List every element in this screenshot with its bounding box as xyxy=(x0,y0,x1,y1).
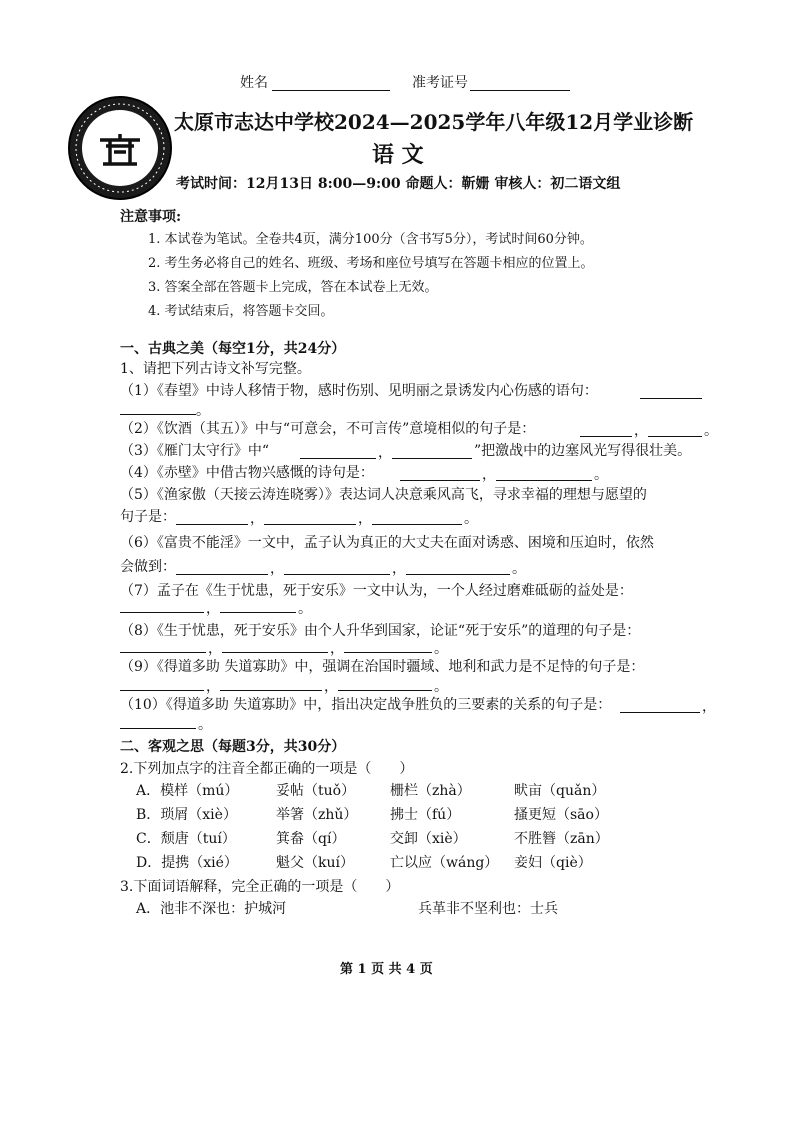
page-number: 第 1 页 共 4 页 xyxy=(340,962,433,977)
q3-option-a-right: 兵革非不坚利也：士兵 xyxy=(418,901,558,917)
answer-blank[interactable] xyxy=(648,420,702,437)
answer-blank[interactable] xyxy=(406,558,510,575)
note-item: 3. 答案全部在答题卡上完成，答在本试卷上无效。 xyxy=(148,280,438,295)
q1-stem: 1、请把下列古诗文补写完整。 xyxy=(120,361,311,377)
school-logo xyxy=(68,96,172,200)
subject-title: 语 文 xyxy=(372,142,424,168)
answer-blank[interactable] xyxy=(338,674,432,691)
q1-9: （9）《得道多助 失道寡助》中，强调在治国时疆域、地利和武力是不足恃的句子是： xyxy=(120,659,645,675)
exam-info: 考试时间：12月13日 8:00—9:00 命题人：靳姗 审核人：初二语文组 xyxy=(176,176,621,192)
section2-heading: 二、客观之思（每题3分，共30分） xyxy=(120,739,346,755)
answer-blank[interactable] xyxy=(176,558,268,575)
q2-option: 妥帖（tuǒ） xyxy=(276,783,356,799)
q2-option: 搔更短（sāo） xyxy=(514,807,608,823)
q1-6: （6）《富贵不能淫》一文中，孟子认为真正的大丈夫在面对诱惑、困境和压迫时，依然 xyxy=(120,535,654,551)
q1-1: （1）《春望》中诗人移情于物，感时伤别、见明丽之景诱发内心伤感的语句： xyxy=(120,383,598,399)
section1-heading: 一、古典之美（每空1分，共24分） xyxy=(120,341,346,357)
answer-blank[interactable] xyxy=(580,420,632,437)
q1-3b: ”把激战中的边塞风光写得很壮美。 xyxy=(474,443,692,459)
q1-7: （7）孟子在《生于忧患，死于安乐》一文中认为，一个人经过磨难砥砺的益处是： xyxy=(120,583,633,599)
q1-8: （8）《生于忧患，死于安乐》由个人升华到国家，论证“死于安乐”的道理的句子是： xyxy=(120,623,641,639)
q3-option-a-left[interactable]: A．池非不深也：护城河 xyxy=(136,901,287,917)
answer-blank[interactable] xyxy=(344,636,432,653)
q1-3a: （3）《雁门太守行》中“ xyxy=(120,443,270,459)
exam-id-label: 准考证号 xyxy=(412,75,468,91)
answer-blank[interactable] xyxy=(496,464,592,481)
q2-option: 箕畚（qí） xyxy=(276,831,346,847)
answer-blank[interactable] xyxy=(120,712,196,729)
q2-option: 栅栏（zhà） xyxy=(390,783,471,799)
q2-option[interactable]: A．模样（mú） xyxy=(136,783,239,799)
answer-blank[interactable] xyxy=(264,508,356,525)
q1-4: （4）《赤壁》中借古物兴感慨的诗句是： xyxy=(120,465,374,481)
exam-title: 太原市志达中学校2024—2025学年八年级12月学业诊断 xyxy=(174,110,694,134)
q2-option: 交卸（xiè） xyxy=(390,831,467,847)
q1-6b: 会做到： xyxy=(120,559,176,575)
q2-option[interactable]: C．颓唐（tuí） xyxy=(136,831,236,847)
notes-heading: 注意事项: xyxy=(120,209,182,225)
q2-option[interactable]: D．提携（xié） xyxy=(136,855,238,871)
answer-blank[interactable] xyxy=(220,596,296,613)
name-label: 姓名 xyxy=(240,75,268,91)
answer-blank[interactable] xyxy=(120,596,204,613)
q1-10: （10）《得道多助 失道寡助》中，指出决定战争胜负的三要素的关系的句子是： xyxy=(120,697,612,713)
answer-blank[interactable] xyxy=(120,398,196,415)
q1-5: （5）《渔家傲（天接云涛连晓雾）》表达词人决意乘风高飞，寻求幸福的理想与愿望的 xyxy=(120,487,647,503)
answer-blank[interactable] xyxy=(120,674,204,691)
q2-stem: 2.下列加点字的注音全都正确的一项是（ ） xyxy=(120,761,414,777)
q2-option: 妾妇（qiè） xyxy=(514,855,592,871)
q2-option: 拂士（fú） xyxy=(390,807,461,823)
answer-blank[interactable] xyxy=(220,674,322,691)
note-item: 2. 考生务必将自己的姓名、班级、考场和座位号填写在答题卡相应的位置上。 xyxy=(148,256,594,271)
q2-option: 魁父（kuí） xyxy=(276,855,354,871)
q2-option: 畎亩（quǎn） xyxy=(514,783,606,799)
q2-option: 亡以应（wáng） xyxy=(390,855,499,871)
answer-blank[interactable] xyxy=(176,508,248,525)
answer-blank[interactable] xyxy=(640,382,702,399)
q2-option: 举箸（zhǔ） xyxy=(276,807,358,823)
name-blank[interactable] xyxy=(272,74,390,91)
answer-blank[interactable] xyxy=(620,696,700,713)
note-item: 1. 本试卷为笔试。全卷共4页，满分100分（含书写5分），考试时间60分钟。 xyxy=(148,232,593,247)
q3-stem: 3.下面词语解释，完全正确的一项是（ ） xyxy=(120,879,400,895)
answer-blank[interactable] xyxy=(222,636,328,653)
answer-blank[interactable] xyxy=(120,636,206,653)
q2-option: 不胜簪（zān） xyxy=(514,831,609,847)
answer-blank[interactable] xyxy=(284,558,390,575)
exam-id-blank[interactable] xyxy=(470,74,570,91)
note-item: 4. 考试结束后，将答题卡交回。 xyxy=(148,304,334,319)
q1-5b: 句子是： xyxy=(120,509,176,525)
answer-blank[interactable] xyxy=(400,464,480,481)
q2-option[interactable]: B．琐屑（xiè） xyxy=(136,807,237,823)
answer-blank[interactable] xyxy=(372,508,462,525)
q1-2: （2）《饮酒（其五）》中与“可意会，不可言传”意境相似的句子是： xyxy=(120,421,536,437)
answer-blank[interactable] xyxy=(300,442,376,459)
answer-blank[interactable] xyxy=(392,442,472,459)
